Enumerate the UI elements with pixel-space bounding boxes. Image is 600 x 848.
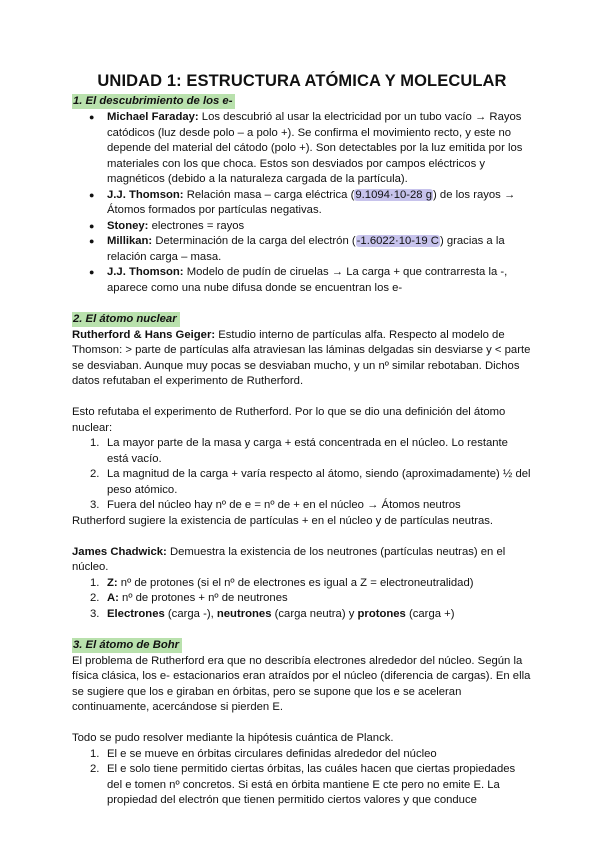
list-item: 1. Z: nº de protones (si el nº de electrones es igual a Z = electroneutralidad) bbox=[90, 576, 474, 589]
highlighted-value: -1.6022·10-19 C bbox=[356, 235, 439, 247]
paragraph: James Chadwick: Demuestra la existencia de los neutrones (partículas neutras) en el núcleo. bbox=[72, 545, 506, 573]
list-item: ● J.J. Thomson: Relación masa – carga eléctrica (9.1094·10-28 g) de los rayos → Átomos formados por partículas negativas. bbox=[89, 188, 516, 216]
paragraph: Todo se pudo resolver mediante la hipótesis cuántica de Planck. bbox=[72, 732, 394, 744]
list-item: 1. El e se mueve en órbitas circulares definidas alrededor del núcleo bbox=[90, 747, 437, 760]
bullet-icon: ● bbox=[89, 189, 95, 200]
list-item: ● J.J. Thomson: Modelo de pudín de ciruelas → La carga + que contrarresta la -, aparece como una nube difusa donde se encuentran los e- bbox=[89, 266, 508, 294]
section-3-heading: 3. El átomo de Bohr bbox=[72, 638, 182, 653]
bullet-icon: ● bbox=[89, 267, 95, 277]
bullet-icon: ● bbox=[89, 220, 95, 231]
paragraph: Rutherford & Hans Geiger: Estudio interno de partículas alfa. Respecto al modelo de Thomson: > parte de partículas alfa atraviesan las láminas delgadas sin desviarse y < parte se desviaban. Aunque muy pocas se desviaban mucho, y un nº similar rebotaban. Dichos datos refutaban el experimento de Rutherford. bbox=[72, 328, 531, 387]
document-title: UNIDAD 1: ESTRUCTURA ATÓMICA Y MOLECULAR bbox=[97, 72, 507, 90]
document-page bbox=[72, 70, 532, 809]
list-item: ● Stoney: electrones = rayos bbox=[72, 219, 532, 235]
list-item: 2. A: nº de protones + nº de neutrones bbox=[90, 592, 288, 604]
section-2-list bbox=[72, 436, 532, 514]
list-item: 1. La mayor parte de la masa y carga + está concentrada en el núcleo. Lo restante está vacío. bbox=[90, 437, 508, 465]
paragraph: Rutherford sugiere la existencia de partículas + en el núcleo y de partículas neutras. bbox=[72, 514, 494, 527]
paragraph: Esto refutaba el experimento de Rutherford. Por lo que se dio una definición del átomo nuclear: bbox=[72, 406, 506, 434]
section-2-heading: 2. El átomo nuclear bbox=[72, 312, 180, 327]
list-item: 3. Electrones (carga -), neutrones (carga neutra) y protones (carga +) bbox=[90, 607, 455, 620]
highlighted-value: 9.1094·10-28 g bbox=[355, 188, 433, 201]
list-item: 2. El e solo tiene permitido ciertas órbitas, las cuáles hacen que ciertas propiedades del e tomen nº concretos. Si está en órbita mantiene E cte pero no emite E. La propiedad del electrón que tienen permitido ciertos valores y que conduce bbox=[90, 763, 516, 806]
list-item: 3. Fuera del núcleo hay nº de e = nº de + en el núcleo → Átomos neutros bbox=[90, 499, 461, 511]
list-item: ● Michael Faraday: Los descubrió al usar la electricidad por un tubo vacío → Rayos catódicos (luz desde polo – a polo +). Se confirma el movimiento recto, y este no depende del material del cátodo (polo +). Son detectables por la luz emitida por los materiales con los que choca. Estos son desviados por campos eléctricos y magnéticos (debido a la naturaleza cargada de la partícula). bbox=[89, 111, 523, 185]
paragraph: El problema de Rutherford era que no describía electrones alrededor del núcleo. Según la física clásica, los e- estacionarios eran atraídos por el núcleo (diferencia de cargas). En ella se sugiere que los e giraban en órbitas, pero se supone que los e se aceleran continuamente, acercándose si pierden E. bbox=[72, 654, 531, 713]
list-item: 2. La magnitud de la carga + varía respecto al átomo, siendo (aproximadamente) ½ del peso atómico. bbox=[90, 468, 531, 496]
section-1-list bbox=[72, 110, 532, 296]
bullet-icon: ● bbox=[89, 112, 95, 122]
bullet-icon: ● bbox=[89, 236, 95, 246]
chadwick-list bbox=[72, 576, 532, 623]
section-3-list bbox=[72, 747, 532, 809]
list-item: ● Millikan: Determinación de la carga del electrón (-1.6022·10-19 C) gracias a la relación carga – masa. bbox=[89, 235, 505, 263]
section-1-heading: 1. El descubrimiento de los e- bbox=[72, 94, 235, 109]
